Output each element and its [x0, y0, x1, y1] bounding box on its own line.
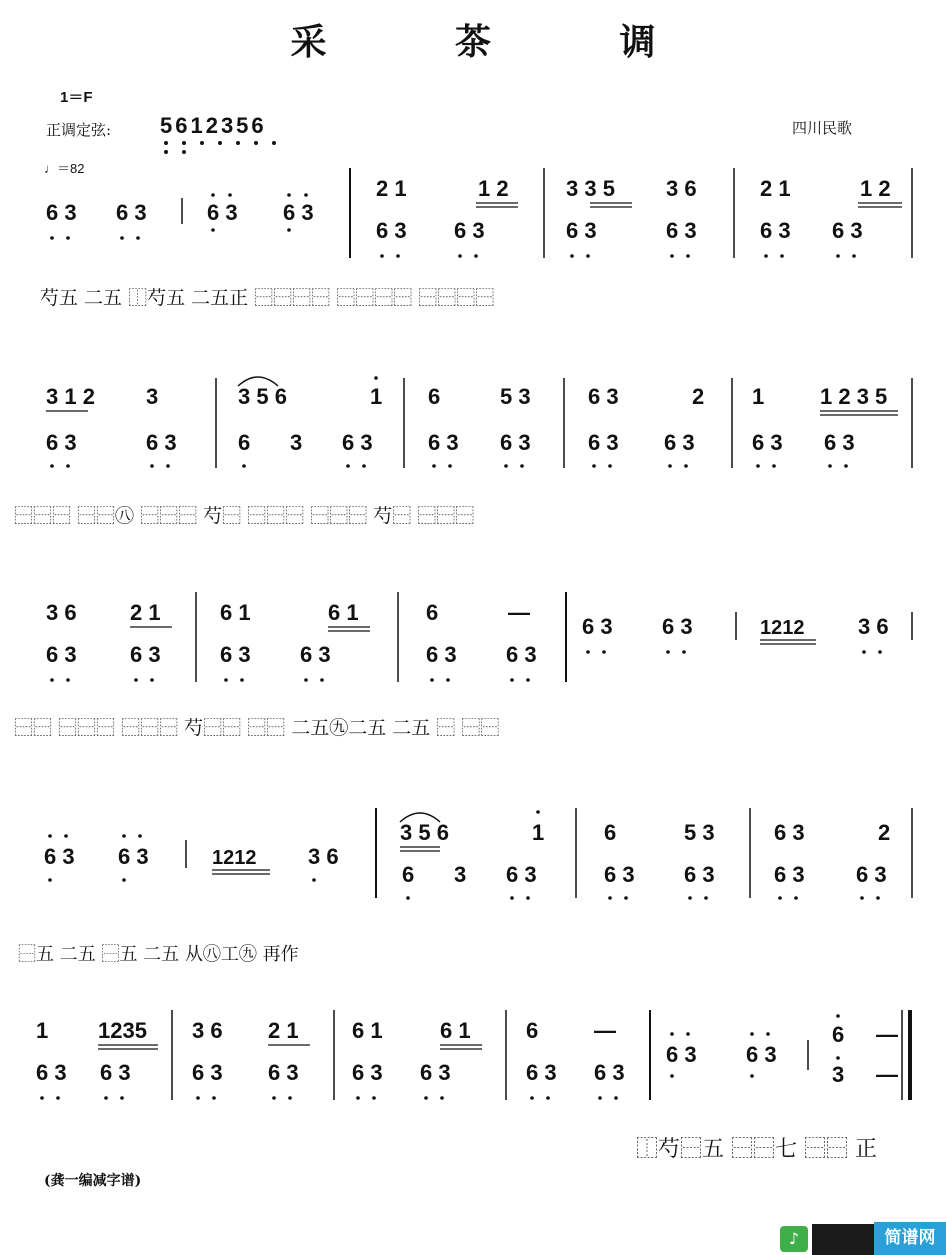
note: 6 3: [760, 218, 791, 243]
note: 1: [370, 384, 383, 409]
note: 6 3: [662, 614, 693, 639]
note: 6 3: [192, 1060, 223, 1085]
note: 6 3: [420, 1060, 451, 1085]
note: 6 3: [684, 862, 715, 887]
note: 6 3: [130, 642, 161, 667]
note: 6 3: [100, 1060, 131, 1085]
note: 2: [692, 384, 705, 409]
note: 6 3: [588, 430, 619, 455]
note: 2: [878, 820, 891, 845]
note: 6 3: [454, 218, 485, 243]
note: 3 6: [192, 1018, 223, 1043]
note: 6 3: [774, 820, 805, 845]
tab-line-4: ⿱五 二五 ⿱五 二五 从㊇工㊈ 再作: [18, 944, 299, 965]
note: 6 1: [328, 600, 359, 625]
note: 6 3: [268, 1060, 299, 1085]
note: —: [876, 1022, 898, 1047]
note: 3 1 2: [46, 384, 95, 409]
tab-line-1: 芍五 二五 ⿰芍五 二五正 ⿱⿱⿱⿱ ⿱⿱⿱⿱ ⿱⿱⿱⿱: [40, 287, 495, 309]
note: 6 3: [118, 844, 149, 869]
tuning-label: 正调定弦:: [46, 121, 112, 139]
note: 1 2: [860, 176, 891, 201]
note: 6 3: [594, 1060, 625, 1085]
note: 6 3: [506, 642, 537, 667]
key-signature: 1＝F: [60, 89, 93, 106]
note: 1212: [760, 617, 805, 639]
note: 6 3: [300, 642, 331, 667]
note: 2 1: [376, 176, 407, 201]
note: 6 3: [832, 218, 863, 243]
note: 6 3: [116, 200, 147, 225]
note: 1212: [212, 847, 257, 869]
note: 6 1: [220, 600, 251, 625]
note: 6 3: [352, 1060, 383, 1085]
note: 6: [832, 1022, 845, 1047]
note: —: [876, 1062, 898, 1087]
note: 6: [604, 820, 617, 845]
note: 6 3: [526, 1060, 557, 1085]
note: 6 3: [666, 1042, 697, 1067]
note: 3 5 6: [400, 820, 449, 845]
staff-row-1: [46, 168, 912, 258]
note: 1: [752, 384, 765, 409]
note: 6 3: [506, 862, 537, 887]
note: 6 1: [440, 1018, 471, 1043]
note: 6 3: [582, 614, 613, 639]
staff-row-3: [46, 592, 912, 682]
tempo-marking: ♩＝82: [44, 161, 85, 176]
note: 3: [454, 862, 467, 887]
note: 3 5 6: [238, 384, 287, 409]
note: —: [594, 1018, 616, 1043]
note: 6 3: [856, 862, 887, 887]
note: 6 3: [428, 430, 459, 455]
staff-row-2: [46, 377, 912, 468]
site-watermark[interactable]: 简谱网: [874, 1222, 946, 1255]
tab-line-5: ⿰芍⿱五 ⿱⿱七 ⿱⿱ 正: [636, 1137, 877, 1162]
note: 3 6: [858, 614, 889, 639]
note: 6 3: [46, 642, 77, 667]
note: 6: [402, 862, 415, 887]
note: 6 3: [666, 218, 697, 243]
page-title: 采 茶 调: [290, 21, 714, 63]
note: 6 3: [566, 218, 597, 243]
note: 6 3: [774, 862, 805, 887]
tab-line-3: ⿱⿱ ⿱⿱⿱ ⿱⿱⿱ 芍⿱⿱ ⿱⿱ 二五㊈二五 二五 ⿱ ⿱⿱: [14, 717, 500, 739]
note: 3 6: [308, 844, 339, 869]
note: 6 3: [44, 844, 75, 869]
note: 6 1: [352, 1018, 383, 1043]
note: 6 3: [220, 642, 251, 667]
note: 6 3: [207, 200, 238, 225]
note: 6: [428, 384, 441, 409]
note: 6: [426, 600, 439, 625]
song-origin: 四川民歌: [792, 119, 853, 137]
tuning-notes: 5612356: [160, 113, 267, 138]
note: 6 3: [376, 218, 407, 243]
note: 1: [532, 820, 545, 845]
note: 2 1: [268, 1018, 299, 1043]
note: 6 3: [146, 430, 177, 455]
note: 6 3: [588, 384, 619, 409]
note: 6 3: [36, 1060, 67, 1085]
note: —: [508, 600, 530, 625]
note: 2 1: [130, 600, 161, 625]
note: 6: [238, 430, 251, 455]
note: 6 3: [824, 430, 855, 455]
note: 3: [290, 430, 303, 455]
note: 3 3 5: [566, 176, 615, 201]
watermark-block: [812, 1224, 874, 1255]
note: 6 3: [664, 430, 695, 455]
note: 2 1: [760, 176, 791, 201]
site-logo-icon: ♪: [780, 1226, 808, 1252]
note: 6 3: [426, 642, 457, 667]
note: 3 6: [666, 176, 697, 201]
staff-row-4: [44, 808, 912, 898]
note: 6 3: [500, 430, 531, 455]
note: 3: [146, 384, 159, 409]
note: 5 3: [684, 820, 715, 845]
staff-row-5: [36, 1010, 910, 1100]
tuning-octave-dots: [164, 141, 276, 154]
note: 1 2 3 5: [820, 384, 888, 409]
note: 5 3: [500, 384, 531, 409]
note: 6 3: [342, 430, 373, 455]
note: 3: [832, 1062, 845, 1087]
note: 1: [36, 1018, 49, 1043]
editor-credit: (龚一编减字谱): [44, 1173, 142, 1189]
note: 6 3: [283, 200, 314, 225]
note: 6 3: [46, 200, 77, 225]
note: 6: [526, 1018, 539, 1043]
note: 6 3: [752, 430, 783, 455]
note: 6 3: [746, 1042, 777, 1067]
note: 6 3: [604, 862, 635, 887]
note: 6 3: [46, 430, 77, 455]
note: 3 6: [46, 600, 77, 625]
note: 1 2: [478, 176, 509, 201]
note: 1235: [98, 1018, 147, 1043]
tab-line-2: ⿱⿱⿱ ⿱⿱㊇ ⿱⿱⿱ 芍⿱ ⿱⿱⿱ ⿱⿱⿱ 芍⿱ ⿱⿱⿱: [14, 505, 475, 527]
